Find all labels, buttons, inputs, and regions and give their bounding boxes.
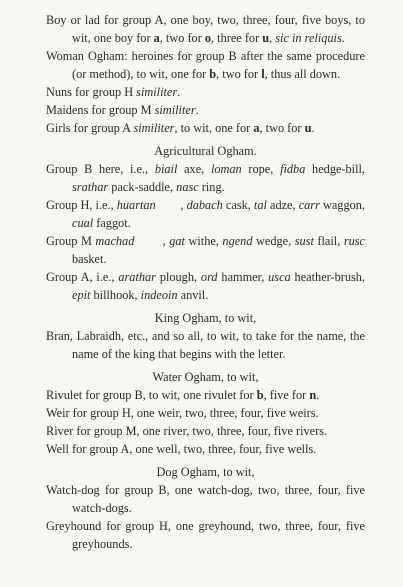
text: .: [311, 121, 315, 135]
text: Group H, i.e.,: [46, 198, 117, 212]
irish-word: biail: [154, 162, 178, 176]
irish-word: loman: [210, 162, 242, 176]
entry-river: River for group M, one river, two, three, four, five rivers.: [46, 424, 328, 438]
irish-word: ord: [200, 270, 218, 284]
irish-word: srathar: [72, 180, 109, 194]
text: , two for: [216, 67, 262, 81]
entry-weir: Weir for group H, one weir, two, three, four, five weirs.: [46, 406, 319, 420]
text: Rivulet for group B, to wit, one rivulet for: [46, 388, 257, 402]
text: withe,: [184, 234, 223, 248]
text: adze,: [266, 198, 299, 212]
letter: b: [209, 67, 217, 81]
entry-woman-ogham: [46, 47, 365, 83]
text: ,: [269, 31, 276, 45]
heading-king-ogham: King Ogham, to wit,: [154, 311, 257, 325]
text: Maidens for group M: [46, 103, 155, 117]
text: hammer,: [217, 270, 269, 284]
text: ,: [155, 198, 187, 212]
entry-watch-dog: Watch-dog for group B, one watch-dog, two, three, four, five watch-dogs.: [46, 483, 365, 515]
irish-word: rusc: [343, 234, 365, 248]
text: cask,: [222, 198, 254, 212]
irish-word: ngend: [222, 234, 253, 248]
latin-word: similiter: [133, 121, 175, 135]
latin-word: similiter: [154, 103, 196, 117]
letter: b: [256, 388, 264, 402]
irish-word: epit: [72, 288, 91, 302]
irish-word: gat: [169, 234, 185, 248]
text: Woman Ogham: heroines for group B after the same procedure (or method), to wit, one for: [46, 49, 365, 81]
text: hedge-bill,: [305, 162, 365, 176]
text: ,: [134, 234, 170, 248]
irish-word: fidba: [280, 162, 306, 176]
irish-word: carr: [298, 198, 320, 212]
text: , five for: [263, 388, 310, 402]
text: .: [316, 388, 320, 402]
text: anvil.: [177, 288, 209, 302]
text: , to wit, one for: [174, 121, 254, 135]
text: .: [195, 103, 199, 117]
text: faggot.: [93, 216, 131, 230]
text: .: [177, 85, 181, 99]
text: Group A, i.e.,: [46, 270, 119, 284]
text: heather-brush,: [290, 270, 365, 284]
letter: u: [304, 121, 312, 135]
entry-boy-or-lad: [46, 11, 365, 47]
letter: u: [262, 31, 270, 45]
irish-word: arathar: [118, 270, 156, 284]
irish-word: machad: [95, 234, 135, 248]
text: plough,: [155, 270, 201, 284]
irish-word: usca: [268, 270, 291, 284]
text: pack-saddle,: [108, 180, 177, 194]
entry-well: Well for group A, one well, two, three, four, five wells.: [46, 442, 317, 456]
text: Nuns for group H: [46, 85, 137, 99]
irish-word: indeoin: [140, 288, 178, 302]
letter: a: [153, 31, 160, 45]
text: Group M: [46, 234, 96, 248]
irish-word: cual: [72, 216, 94, 230]
letter: l: [261, 67, 265, 81]
text: waggon,: [319, 198, 369, 212]
text: Boy or lad for group A, one boy, two, three, four, five boys, to wit, one boy for: [46, 13, 365, 45]
letter: n: [309, 388, 317, 402]
entry-group-h-agricultural: [46, 196, 369, 232]
text: ring.: [198, 180, 225, 194]
letter: o: [204, 31, 212, 45]
entry-bran-labraidh: Bran, Labraidh, etc., and so all, to wit, to take for the name, the name of the king that begins with the letter.: [46, 329, 365, 361]
text: billhook,: [90, 288, 141, 302]
entry-rivulet: [46, 386, 365, 404]
heading-water-ogham: Water Ogham, to wit,: [152, 370, 259, 384]
entry-group-a-agricultural: [46, 268, 365, 304]
text: .: [341, 31, 345, 45]
text: flail,: [313, 234, 344, 248]
irish-word: dabach: [186, 198, 223, 212]
text: wedge,: [252, 234, 295, 248]
irish-word: huartan: [116, 198, 156, 212]
entry-nuns: [46, 83, 365, 101]
entry-group-b-agricultural: [46, 160, 365, 196]
text: rope,: [241, 162, 281, 176]
text: Group B here, i.e.,: [46, 162, 155, 176]
text: , two for: [259, 121, 305, 135]
irish-word: sust: [294, 234, 314, 248]
text: , three for: [211, 31, 263, 45]
heading-agricultural-ogham: Agricultural Ogham.: [154, 144, 257, 158]
entry-greyhound: Greyhound for group H, one greyhound, two, three, four, five greyhounds.: [46, 519, 365, 551]
latin-word: similiter: [136, 85, 178, 99]
text: , thus all down.: [264, 67, 341, 81]
letter: a: [253, 121, 260, 135]
text: Girls for group A: [46, 121, 134, 135]
heading-dog-ogham: Dog Ogham, to wit,: [156, 465, 255, 479]
text: axe,: [177, 162, 211, 176]
entry-maidens: [46, 101, 365, 119]
irish-word: nasc: [176, 180, 199, 194]
irish-word: tal: [253, 198, 267, 212]
entry-group-m-agricultural: [46, 232, 369, 268]
latin-phrase: sic in reliquis: [275, 31, 342, 45]
entry-girls: [46, 119, 365, 137]
text: basket.: [72, 234, 369, 266]
text: , two for: [159, 31, 205, 45]
